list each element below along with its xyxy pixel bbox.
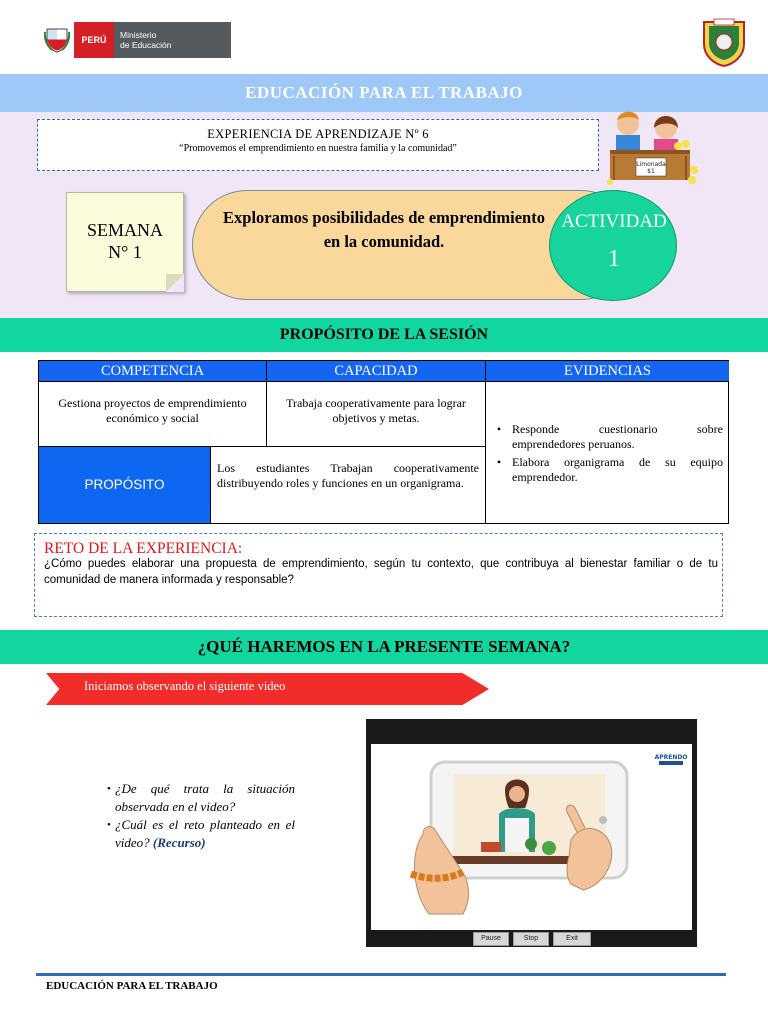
page-title: EDUCACIÓN PARA EL TRABAJO: [0, 74, 768, 112]
footer-divider: [36, 973, 726, 976]
video-intro-text: Iniciamos observando el siguiente video: [84, 679, 286, 693]
purpose-band: PROPÓSITO DE LA SESIÓN: [0, 318, 768, 352]
list-item: [107, 780, 295, 816]
note-fold: [166, 274, 184, 292]
week-plan-band: ¿QUÉ HAREMOS EN LA PRESENTE SEMANA?: [0, 630, 768, 664]
experience-subtitle: “Promovemos el emprendimiento en nuestra familia y la comunidad”: [179, 143, 457, 154]
ministry-line-1: Ministerio: [120, 30, 157, 40]
evidencia-2: Elabora organigrama de su equipo emprendedor.: [512, 455, 723, 484]
question-2: [115, 816, 295, 852]
stop-button[interactable]: Stop: [513, 932, 549, 946]
pause-button[interactable]: Pause: [473, 932, 509, 946]
questions-list: [107, 780, 295, 852]
activity-label: ACTIVIDAD: [561, 211, 667, 232]
peru-shield-icon: [40, 22, 74, 58]
experience-box: [37, 119, 599, 171]
challenge-text: ¿Cómo puedes elaborar una propuesta de emprendimiento, según tu contexto, que contribuya al bienestar familiar o de tu comunidad de manera informada y responsable?: [44, 558, 718, 586]
list-item: [107, 816, 295, 852]
aprendo-brand-text: APRENDO: [654, 754, 688, 761]
resource-link[interactable]: (Recurso): [152, 835, 206, 850]
evidencias-cell: [486, 382, 729, 523]
footer-title: EDUCACIÓN PARA EL TRABAJO: [46, 980, 218, 992]
aprendo-logo: [651, 752, 691, 768]
list-item: [486, 422, 723, 452]
proposito-text: Los estudiantes Trabajan cooperativamente distribuyendo roles y funciones en un organigrama.: [211, 447, 486, 523]
week-label: SEMANA: [86, 220, 163, 240]
header-competencia: COMPETENCIA: [39, 361, 267, 382]
header-capacidad: CAPACIDAD: [267, 361, 486, 382]
ministry-logo: [40, 22, 231, 58]
proposito-label: PROPÓSITO: [39, 447, 211, 523]
bullet-icon: •: [496, 422, 502, 436]
school-crest-icon: [700, 18, 748, 68]
competency-table: [38, 360, 729, 524]
list-item: [486, 455, 723, 485]
svg-text:$1: $1: [647, 168, 655, 175]
question-1: ¿De qué trata la situación observada en el video?: [115, 781, 295, 814]
experience-title: EXPERIENCIA DE APRENDIZAJE Nº 6: [207, 127, 429, 141]
video-frame: [371, 744, 692, 930]
evidencias-list: [486, 422, 729, 485]
header-evidencias: EVIDENCIAS: [486, 361, 729, 382]
peru-label: PERÚ: [74, 22, 114, 58]
bullet-icon: •: [107, 819, 111, 831]
week-note: [66, 192, 184, 292]
activity-number: 1: [608, 246, 620, 272]
bullet-icon: •: [496, 455, 502, 469]
challenge-title: RETO DE LA EXPERIENCIA:: [44, 540, 243, 557]
svg-text:Limonada: Limonada: [636, 161, 666, 168]
activity-description: Exploramos posibilidades de emprendimiento en la comunidad.: [223, 208, 545, 251]
competencia-text: Gestiona proyectos de emprendimiento económico y social: [39, 382, 267, 447]
ministry-line-2: de Educación: [120, 40, 172, 50]
ministry-name: [114, 22, 231, 58]
lemonade-stand-illustration: [606, 108, 702, 186]
week-number: N° 1: [108, 242, 142, 262]
exit-button[interactable]: Exit: [553, 932, 591, 946]
question-2-text: ¿Cuál es el reto planteado en el video?: [115, 817, 295, 850]
capacidad-text: Trabaja cooperativamente para lograr objetivos y metas.: [267, 382, 486, 447]
bullet-icon: •: [107, 783, 111, 795]
evidencia-1: Responde cuestionario sobre emprendedores peruanos.: [512, 422, 723, 451]
